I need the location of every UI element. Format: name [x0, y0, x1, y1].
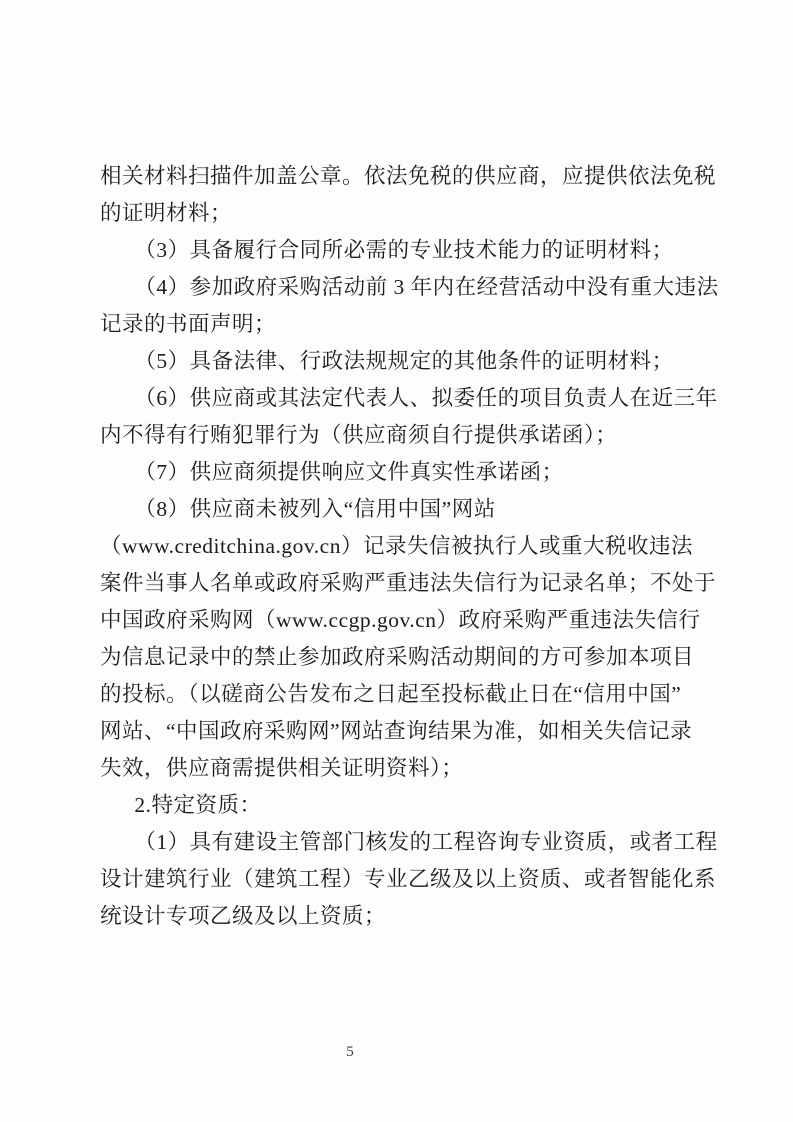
- text-line: 统设计专项乙级及以上资质；: [100, 904, 387, 928]
- text-line: （1）具有建设主管部门核发的工程咨询专业资质，或者工程: [134, 830, 718, 854]
- text-line: 相关材料扫描件加盖公章。依法免税的供应商，应提供依法免税: [100, 164, 717, 188]
- text-line: （www.creditchina.gov.cn）记录失信被执行人或重大税收违法: [100, 534, 693, 558]
- text-line: （7）供应商须提供响应文件真实性承诺函；: [134, 460, 564, 484]
- text-line: 设计建筑行业（建筑工程）专业乙级及以上资质、或者智能化系: [100, 867, 717, 891]
- text-line: （6）供应商或其法定代表人、拟委任的项目负责人在近三年: [134, 386, 718, 410]
- text-line: （5）具备法律、行政法规规定的其他条件的证明材料；: [134, 349, 674, 373]
- text-line: 记录的书面声明；: [100, 312, 277, 336]
- text-line: 的证明材料；: [100, 201, 233, 225]
- document-body: [100, 158, 740, 935]
- page-number: 5: [346, 1044, 354, 1060]
- text-line: （3）具备履行合同所必需的专业技术能力的证明材料；: [134, 238, 674, 262]
- text-line: （4）参加政府采购活动前 3 年内在经营活动中没有重大违法: [134, 275, 719, 299]
- text-line: 的投标。（以磋商公告发布之日起至投标截止日在“信用中国”: [100, 682, 682, 706]
- text-line: 2.特定资质：: [134, 793, 262, 817]
- text-line: 案件当事人名单或政府采购严重违法失信行为记录名单；不处于: [100, 571, 717, 595]
- text-line: 网站、“中国政府采购网”网站查询结果为准，如相关失信记录: [100, 719, 693, 743]
- text-line: 为信息记录中的禁止参加政府采购活动期间的方可参加本项目: [100, 645, 695, 669]
- text-line: 中国政府采购网（www.ccgp.gov.cn）政府采购严重违法失信行: [100, 608, 701, 632]
- text-line: 内不得有行贿犯罪行为（供应商须自行提供承诺函）；: [100, 423, 618, 447]
- text-line: （8）供应商未被列入“信用中国”网站: [134, 497, 496, 521]
- text-line: 失效，供应商需提供相关证明资料）；: [100, 756, 464, 780]
